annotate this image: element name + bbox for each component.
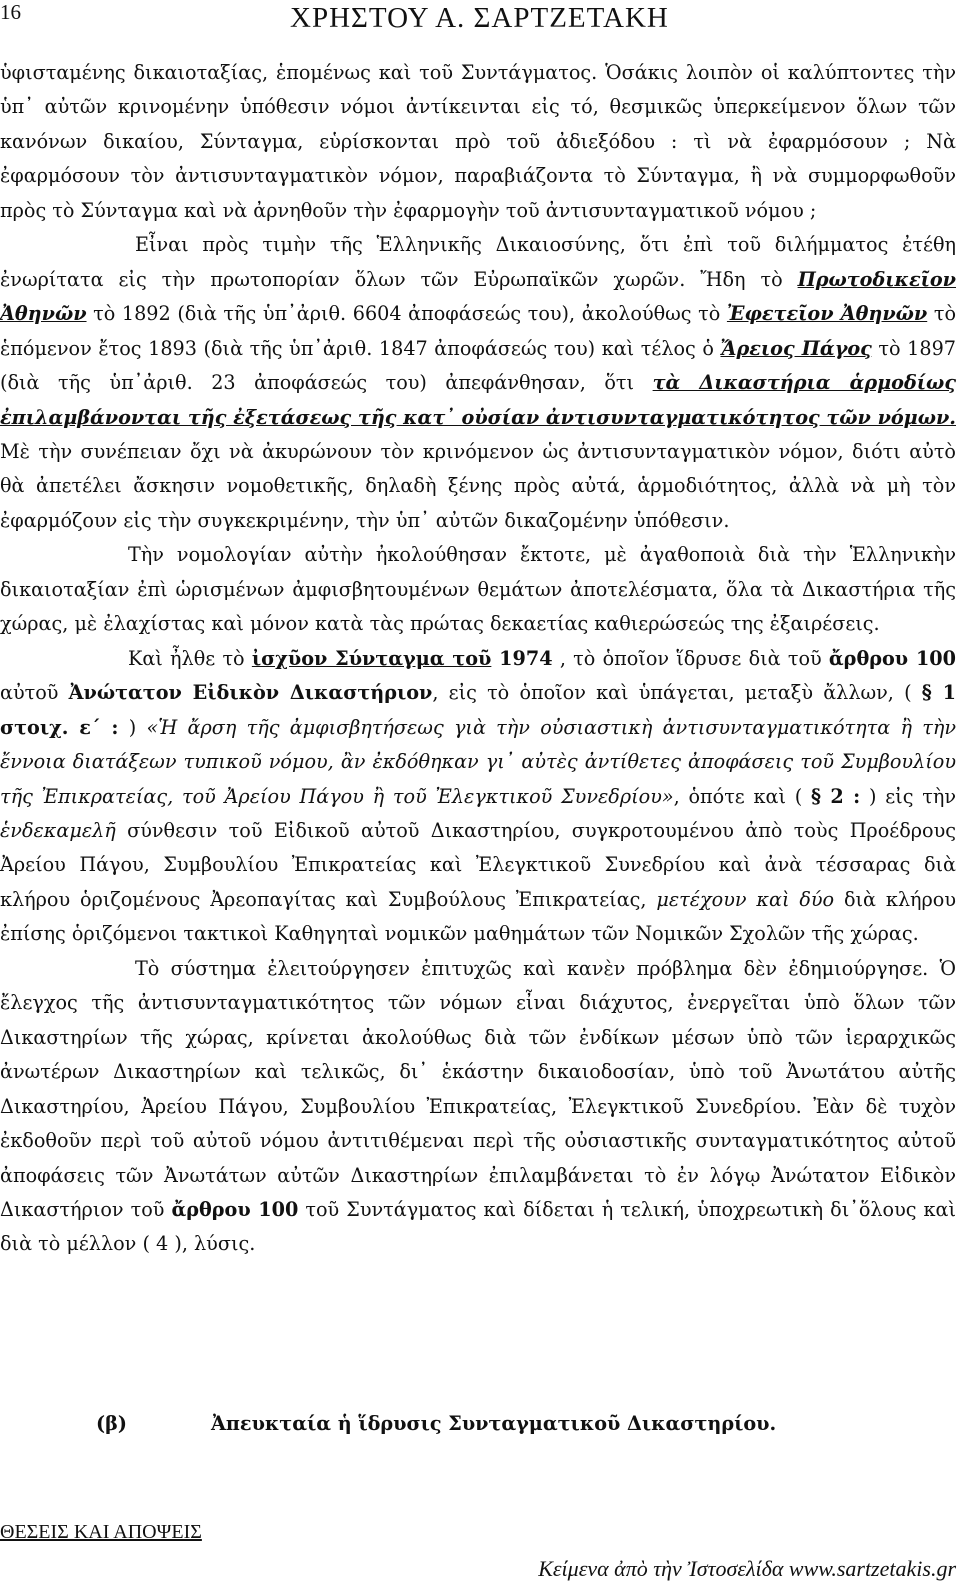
section-title: Ἀπευκταία ἡ ἵδρυσις Συνταγματικοῦ Δικαστηρίου. xyxy=(211,1412,777,1435)
section-label: (β) xyxy=(96,1412,127,1435)
court-name-areios-pagos: Ἄρειος Πάγος xyxy=(720,336,872,360)
paragraph-4: Καὶ ἦλθε τὸ ἰσχῦον Σύνταγμα τοῦ 1974 , τὸ ὁποῖον ἵδρυσε διὰ τοῦ ἄρθρου 100 αὐτοῦ Ἀνώτατον Εἰδικὸν Δικαστήριον, εἰς τὸ ὁποῖον καὶ ὑπάγεται, μεταξὺ ἄλλων, ( § 1 στοιχ. ε΄ : ) «Ἡ ἄρση τῆς ἀμφισβητήσεως γιὰ τὴν οὐσιαστικὴ ἀντισυνταγματικότητα ἢ τὴν ἔννοια διατάξεων τυπικοῦ νόμου, ἂν ἐκδόθηκαν γι᾽ αὐτὲς ἀντίθετες ἀποφάσεις τοῦ Συμβουλίου τῆς Ἐπικρατείας, τοῦ Ἀρείου Πάγου ἢ τοῦ Ἐλεγκτικοῦ Συνεδρίου», ὁπότε καὶ ( § 2 : ) εἰς τὴν ἑνδεκαμελῆ σύνθεσιν τοῦ Εἰδικοῦ αὐτοῦ Δικαστηρίου, συγκροτουμένου ἀπὸ τοὺς Προέδρους Ἀρείου Πάγου, Συμβουλίου Ἐπικρατείας καὶ Ἐλεγκτικοῦ Συνεδρίου καὶ ἀνὰ τέσσαρας διὰ κλήρου ὁριζομένους Ἀρεοπαγίτας καὶ Συμβούλους Ἐπικρατείας, μετέχουν καὶ δύο διὰ κλήρου ἐπίσης ὁριζόμενοι τακτικοὶ Καθηγηταὶ νομικῶν μαθημάτων τῶν Νομικῶν Σχολῶν τῆς χώρας. xyxy=(0,646,956,946)
constitution-quote: «Ἡ ἄρση τῆς ἀμφισβητήσεως γιὰ τὴν οὐσιαστικὴ ἀντισυνταγματικότητα ἢ τὴν ἔννοια διατάξεων τυπικοῦ νόμου, ἂν ἐκδόθηκαν γι᾽ αὐτὲς ἀντίθετες ἀποφάσεις τοῦ Συμβουλίου τῆς Ἐπικρατείας, τοῦ Ἀρείου Πάγου ἢ τοῦ Ἐλεγκτικοῦ Συνεδρίου» xyxy=(0,715,956,808)
paragraph-2: Εἶναι πρὸς τιμὴν τῆς Ἑλληνικῆς Δικαιοσύνης, ὅτι ἐπὶ τοῦ διλήμματος ἐτέθη ἐνωρίτατα εἰς τὴν πρωτοπορίαν ὅλων τῶν Εὐρωπαϊκῶν χωρῶν. Ἤδη τὸ Πρωτοδικεῖον Ἀθηνῶν τὸ 1892 (διὰ τῆς ὑπ᾽ἀριθ. 6604 ἀποφάσεώς του), ἀκολούθως τὸ Ἐφετεῖον Ἀθηνῶν τὸ ἑπόμενον ἔτος 1893 (διὰ τῆς ὑπ᾽ἀριθ. 1847 ἀποφάσεώς του) καὶ τέλος ὁ Ἄρειος Πάγος τὸ 1897 (διὰ τῆς ὑπ᾽ἀριθ. 23 ἀποφάσεώς του) ἀπεφάνθησαν, ὅτι τὰ Δικαστήρια ἁρμοδίως ἐπιλαμβάνονται τῆς ἐξετάσεως τῆς κατ᾽ οὐσίαν ἀντισυνταγματικότητος τῶν νόμων. Μὲ τὴν συνέπειαν ὄχι νὰ ἀκυρώνουν τὸν κρινόμενον ὡς ἀντισυνταγματικὸν νόμον, διότι αὐτὸ θὰ ἀπετέλει ἄσκησιν νομοθετικῆς, δηλαδὴ ξένης πρὸς αὐτά, ἁρμοδιότητος, ἀλλὰ νὰ μὴ τὸν ἐφαρμόζουν εἰς τὴν συγκεκριμένην, τὴν ὑπ᾽ αὐτῶν δικαζομένην ὑπόθεσιν. xyxy=(0,233,957,532)
article-reference: ἄρθρου 100 xyxy=(828,646,956,670)
series-footer: ΘΕΣΕΙΣ ΚΑΙ ΑΠΟΨΕΙΣ xyxy=(0,1521,202,1543)
paragraph-3: Τὴν νομολογίαν αὐτὴν ἠκολούθησαν ἔκτοτε, μὲ ἀγαθοποιὰ διὰ τὴν Ἑλληνικὴν δικαιοταξίαν ἐπὶ ὡρισμένων ἀμφισβητουμένων θεμάτων ἀποτελέσματα, ὅλα τὰ Δικαστήρια τῆς χώρας, μὲ ἐλαχίστας καὶ μόνον κατὰ τὰς πρώτας δεκαετίας καθιερώσεώς της ἐξαιρέσεις. xyxy=(0,543,956,636)
holding-text: τὰ Δικαστήρια ἁρμοδίως ἐπιλαμβάνονται τῆς ἐξετάσεως τῆς κατ᾽ οὐσίαν ἀντισυνταγματικότητος τῶν νόμων. xyxy=(0,371,957,429)
paragraph-citation-1: § 1 στοιχ. ε΄ : xyxy=(0,681,956,739)
special-court-name: Ἀνώτατον Εἰδικὸν Δικαστήριον xyxy=(68,681,433,705)
court-name-athens-first-instance: Πρωτοδικεῖον Ἀθηνῶν xyxy=(0,267,956,326)
constitution-reference: ἰσχῦον Σύνταγμα τοῦ xyxy=(251,646,492,670)
paragraph-citation-2: § 2 : xyxy=(811,784,861,808)
page-number: 16 xyxy=(0,0,21,24)
article-reference: ἄρθρου 100 xyxy=(171,1197,299,1221)
paragraph-1: ὑφισταμένης δικαιοταξίας, ἑπομένως καὶ τοῦ Συντάγματος. Ὁσάκις λοιπὸν οἱ καλύπτοντες τὴν ὑπ᾽ αὐτῶν κρινομένην ὑπόθεσιν νόμοι ἀντίκεινται εἰς τό, θεσμικῶς ὑπερκείμενον ὅλων τῶν κανόνων δικαίου, Σύνταγμα, εὑρίσκονται πρὸ τοῦ ἀδιεξόδου : τὶ νὰ ἐφαρμόσουν ; Νὰ ἐφαρμόσουν τὸν ἀντισυνταγματικὸν νόμον, παραβιάζοντα τὸ Σύνταγμα, ἢ νὰ συμμορφωθοῦν πρὸς τὸ Σύνταγμα καὶ νὰ ἀρνηθοῦν τὴν ἐφαρμογὴν τοῦ ἀντισυνταγματικοῦ νόμου ; xyxy=(0,61,956,222)
source-footer: Κείμενα ἀπὸ τὴν Ἰστοσελίδα www.sartzetakis.gr xyxy=(538,1556,956,1581)
paragraph-5: Τὸ σύστημα ἐλειτούργησεν ἐπιτυχῶς καὶ κανὲν πρόβλημα δὲν ἐδημιούργησε. Ὁ ἔλεγχος τῆς ἀντισυνταγματικότητος τῶν νόμων εἶναι διάχυτος, ἐνεργεῖται ὑπὸ ὅλων τῶν Δικαστηρίων τῆς χώρας, κρίνεται ἀκολούθως διὰ τῶν ἐνδίκων μέσων ὑπὸ τῶν ἱεραρχικῶς ἀνωτέρων Δικαστηρίων καὶ τελικῶς, δι᾽ ἑκάστην δικαιοδοσίαν, ὑπὸ τοῦ Ἀνωτάτου αὐτῆς Δικαστηρίου, Ἀρείου Πάγου, Συμβουλίου Ἐπικρατείας, Ἐλεγκτικοῦ Συνεδρίου. Ἐὰν δὲ τυχὸν ἐκδοθοῦν περὶ τοῦ αὐτοῦ νόμου ἀντιτιθέμεναι περὶ τῆς οὐσιαστικῆς συνταγματικότητος αὐτοῦ ἀποφάσεις τῶν Ἀνωτάτων αὐτῶν Δικαστηρίων ἐπιλαμβάνεται τὸ ἐν λόγῳ Ἀνώτατον Εἰδικὸν Δικαστήριον τοῦ ἄρθρου 100 τοῦ Συντάγματος καὶ δίδεται ἡ τελική, ὑποχρεωτικὴ δι᾽ὅλους καὶ διὰ τὸ μέλλον ( 4 ), λύσις. xyxy=(0,956,956,1256)
body-text xyxy=(0,56,956,1262)
running-header-title: ΧΡΗΣΤΟΥ Α. ΣΑΡΤΖΕΤΑΚΗ xyxy=(290,2,669,34)
court-name-athens-appeals: Ἐφετεῖον Ἀθηνῶν xyxy=(726,302,928,326)
